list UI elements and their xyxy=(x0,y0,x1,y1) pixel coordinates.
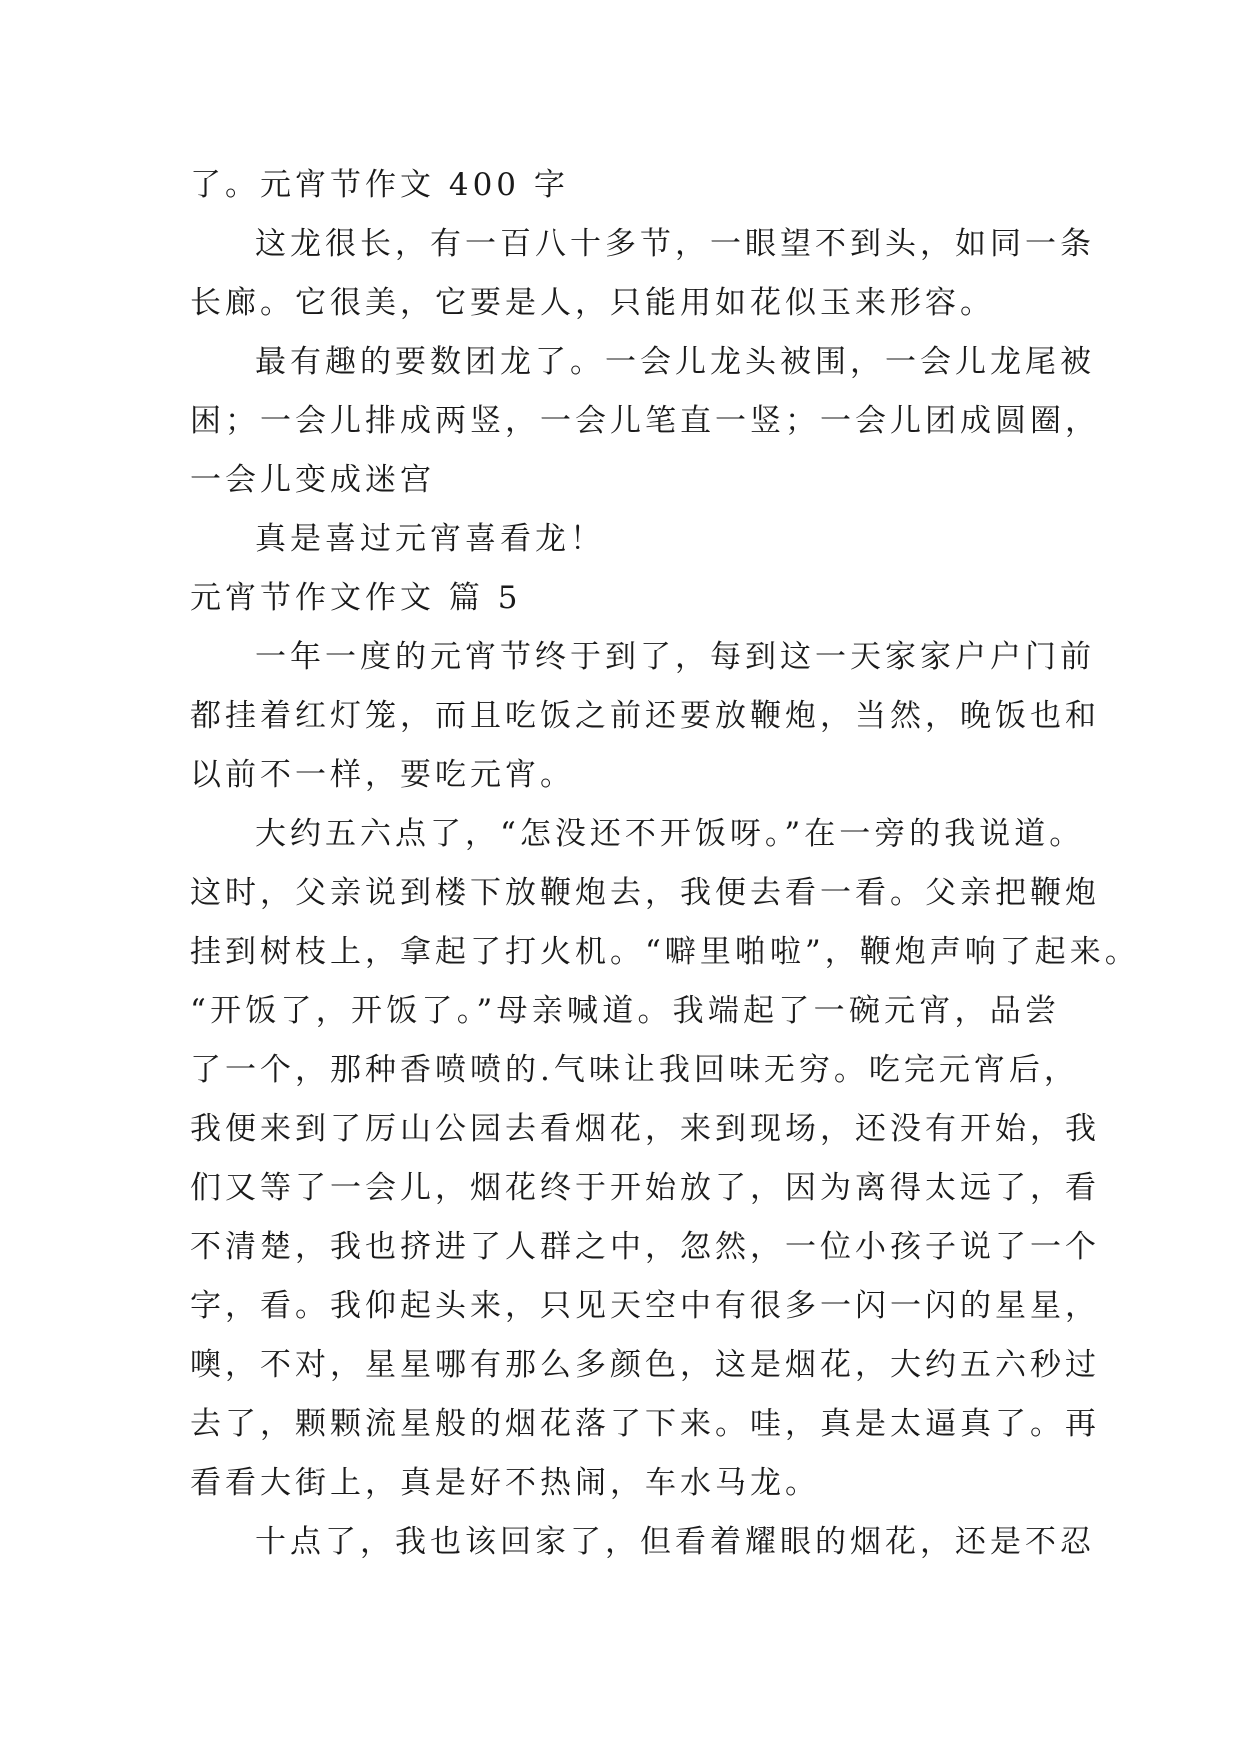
text-line: 这时，父亲说到楼下放鞭炮去，我便去看一看。父亲把鞭炮 xyxy=(190,875,1100,911)
text-line: 字，看。我仰起头来，只见天空中有很多一闪一闪的星星， xyxy=(190,1288,1100,1324)
section-heading: 元宵节作文作文 篇 5 xyxy=(190,580,522,616)
text-line: 了。元宵节作文 400 字 xyxy=(190,167,569,203)
text-line: 十点了，我也该回家了，但看着耀眼的烟花，还是不忍 xyxy=(255,1524,1095,1560)
text-line: 以前不一样，要吃元宵。 xyxy=(190,757,575,793)
text-line: 都挂着红灯笼，而且吃饭之前还要放鞭炮，当然，晚饭也和 xyxy=(190,698,1100,734)
text-line: 最有趣的要数团龙了。一会儿龙头被围，一会儿龙尾被 xyxy=(255,344,1095,380)
text-line: 困；一会儿排成两竖，一会儿笔直一竖；一会儿团成圆圈， xyxy=(190,403,1100,439)
text-line: “开饭了，开饭了。”母亲喊道。我端起了一碗元宵，品尝 xyxy=(190,993,1060,1029)
text-line: 们又等了一会儿，烟花终于开始放了，因为离得太远了，看 xyxy=(190,1170,1100,1206)
text-line: 挂到树枝上，拿起了打火机。“噼里啪啦”，鞭炮声响了起来。 xyxy=(190,934,1140,970)
text-line: 这龙很长，有一百八十多节，一眼望不到头，如同一条 xyxy=(255,226,1095,262)
text-line: 不清楚，我也挤进了人群之中，忽然，一位小孩子说了一个 xyxy=(190,1229,1100,1265)
text-line: 看看大街上，真是好不热闹，车水马龙。 xyxy=(190,1465,820,1501)
text-line: 一年一度的元宵节终于到了，每到这一天家家户户门前 xyxy=(255,639,1095,675)
text-line: 噢，不对，星星哪有那么多颜色，这是烟花，大约五六秒过 xyxy=(190,1347,1100,1383)
text-line: 真是喜过元宵喜看龙！ xyxy=(255,521,605,557)
text-line: 长廊。它很美，它要是人，只能用如花似玉来形容。 xyxy=(190,285,995,321)
text-line: 去了，颗颗流星般的烟花落了下来。哇，真是太逼真了。再 xyxy=(190,1406,1100,1442)
text-line: 大约五六点了，“怎没还不开饭呀。”在一旁的我说道。 xyxy=(255,816,1085,852)
text-line: 了一个，那种香喷喷的.气味让我回味无穷。吃完元宵后， xyxy=(190,1052,1079,1088)
text-line: 一会儿变成迷宫 xyxy=(190,462,435,498)
text-line: 我便来到了厉山公园去看烟花，来到现场，还没有开始，我 xyxy=(190,1111,1100,1147)
